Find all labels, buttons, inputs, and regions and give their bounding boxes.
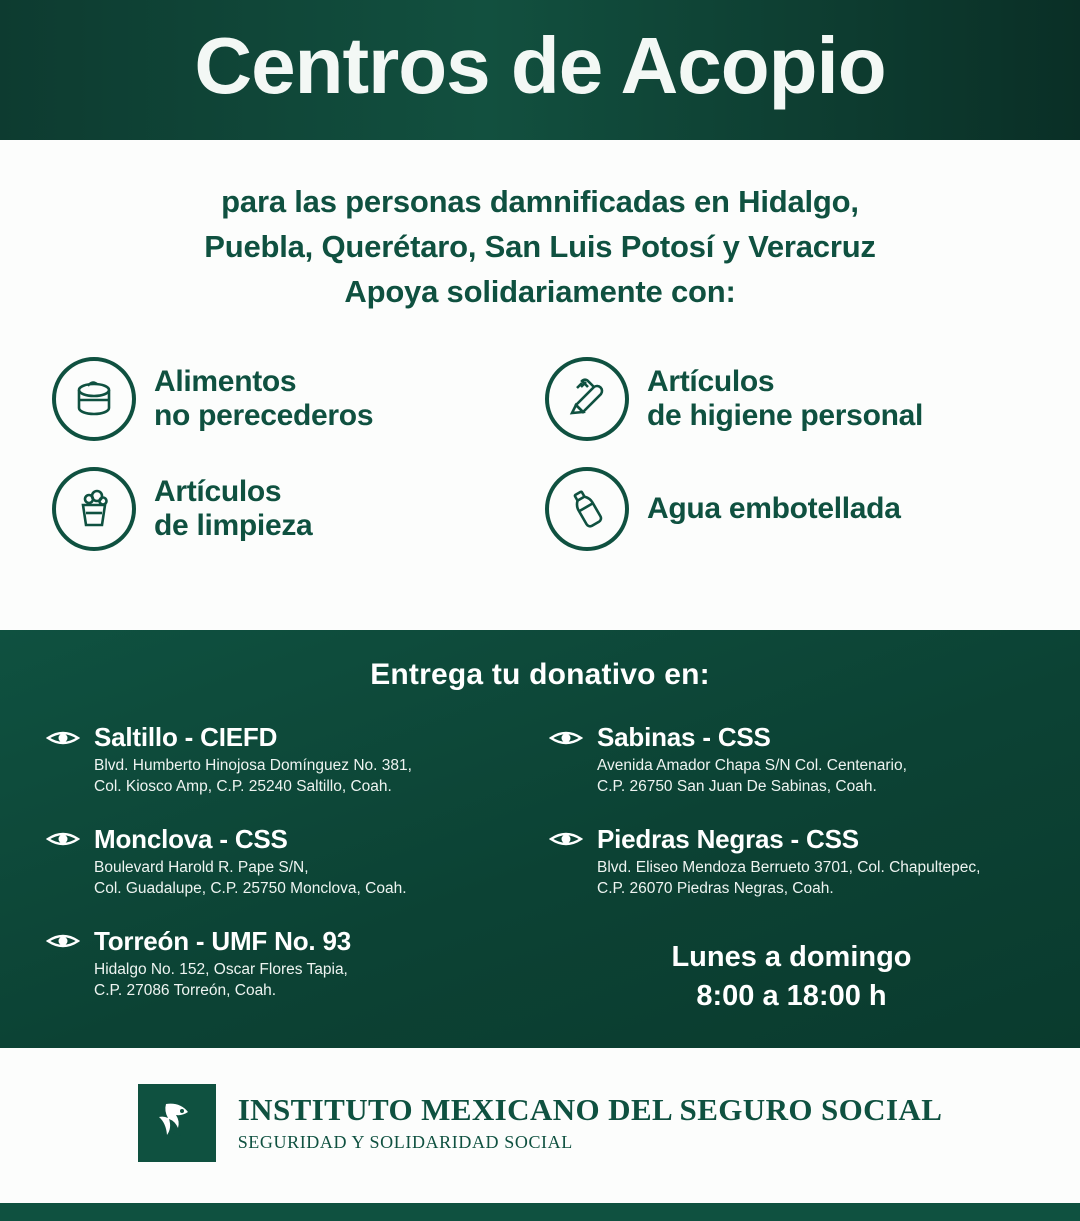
hours-time: 8:00 a 18:00 h	[696, 979, 887, 1012]
donation-item-limpieza	[52, 467, 535, 551]
location-header	[46, 824, 531, 855]
eye-bullet-icon	[549, 828, 583, 850]
donation-item-alimentos	[52, 357, 535, 441]
donation-item-higiene	[545, 357, 1028, 441]
water-bottle-icon	[545, 467, 629, 551]
location-address	[597, 756, 1034, 798]
address-line-1: Blvd. Eliseo Mendoza Berrueto 3701, Col. Chapultepec,	[597, 858, 981, 876]
canned-food-icon	[52, 357, 136, 441]
intro-section	[0, 140, 1080, 630]
location-item	[46, 722, 531, 798]
intro-text	[40, 180, 1040, 315]
location-header	[46, 926, 531, 957]
location-header	[549, 824, 1034, 855]
location-header	[549, 722, 1034, 753]
location-address	[94, 960, 531, 1002]
label-line-1: Alimentos	[154, 364, 297, 398]
address-line-1: Hidalgo No. 152, Oscar Flores Tapia,	[94, 960, 348, 978]
label-line-2: de higiene personal	[647, 398, 924, 432]
location-header	[46, 722, 531, 753]
institution-tagline: SEGURIDAD Y SOLIDARIDAD SOCIAL	[237, 1131, 573, 1152]
intro-line-2: Puebla, Querétaro, San Luis Potosí y Veracruz	[204, 228, 876, 264]
footer	[0, 1048, 1080, 1203]
locations-grid	[46, 722, 1034, 1028]
footer-branding	[138, 1084, 943, 1162]
label-line-1: Artículos	[647, 364, 775, 398]
donation-item-label	[647, 492, 901, 526]
eye-bullet-icon	[46, 930, 80, 952]
donation-item-label	[154, 365, 373, 433]
bottom-strip	[0, 1203, 1080, 1221]
eye-bullet-icon	[46, 727, 80, 749]
label-line-1: Artículos	[154, 474, 282, 508]
label-line-2: de limpieza	[154, 508, 313, 542]
location-name: Saltillo - CIEFD	[94, 722, 278, 752]
address-line-1: Avenida Amador Chapa S/N Col. Centenario,	[597, 757, 907, 774]
delivery-section	[0, 630, 1080, 1048]
location-address	[597, 858, 1034, 900]
donation-item-label	[647, 365, 923, 433]
label-line-1: Agua embotellada	[647, 491, 901, 525]
location-name: Monclova - CSS	[94, 823, 288, 854]
header-banner	[0, 0, 1080, 140]
address-line-2: C.P. 27086 Torreón, Coah.	[94, 981, 277, 999]
hours-days: Lunes a domingo	[671, 940, 912, 973]
location-name: Sabinas - CSS	[597, 722, 771, 752]
location-item	[46, 926, 531, 1002]
location-item	[549, 824, 1034, 900]
location-name: Piedras Negras - CSS	[597, 823, 859, 854]
address-line-2: Col. Kiosco Amp, C.P. 25240 Saltillo, Coah.	[94, 777, 392, 795]
location-name: Torreón - UMF No. 93	[94, 925, 351, 956]
location-address	[94, 756, 531, 798]
toothbrush-icon	[545, 357, 629, 441]
cleaning-bucket-icon	[52, 467, 136, 551]
opening-hours	[549, 938, 1034, 1028]
institution-name: INSTITUTO MEXICANO DEL SEGURO SOCIAL	[237, 1092, 943, 1128]
intro-line-3: Apoya solidariamente con:	[344, 273, 736, 309]
address-line-2: C.P. 26750 San Juan De Sabinas, Coah.	[597, 777, 877, 795]
address-line-2: C.P. 26070 Piedras Negras, Coah.	[597, 879, 834, 897]
donation-item-agua	[545, 467, 1028, 551]
location-address	[94, 858, 531, 900]
intro-line-1: para las personas damnificadas en Hidalgo,	[221, 184, 859, 219]
eye-bullet-icon	[46, 828, 80, 850]
address-line-1: Boulevard Harold R. Pape S/N,	[94, 858, 309, 876]
location-item	[549, 722, 1034, 798]
delivery-title: Entrega tu donativo en:	[370, 658, 710, 691]
address-line-1: Blvd. Humberto Hinojosa Domínguez No. 381,	[94, 757, 412, 774]
address-line-2: Col. Guadalupe, C.P. 25750 Monclova, Coah.	[94, 879, 407, 897]
eye-bullet-icon	[549, 727, 583, 749]
donation-item-label	[154, 475, 312, 543]
page-title: Centros de Acopio	[194, 21, 886, 110]
location-item	[46, 824, 531, 900]
footer-text-block	[238, 1093, 943, 1152]
donation-items-grid	[40, 357, 1040, 551]
imss-eagle-logo	[138, 1084, 216, 1162]
label-line-2: no perecederos	[154, 398, 374, 432]
